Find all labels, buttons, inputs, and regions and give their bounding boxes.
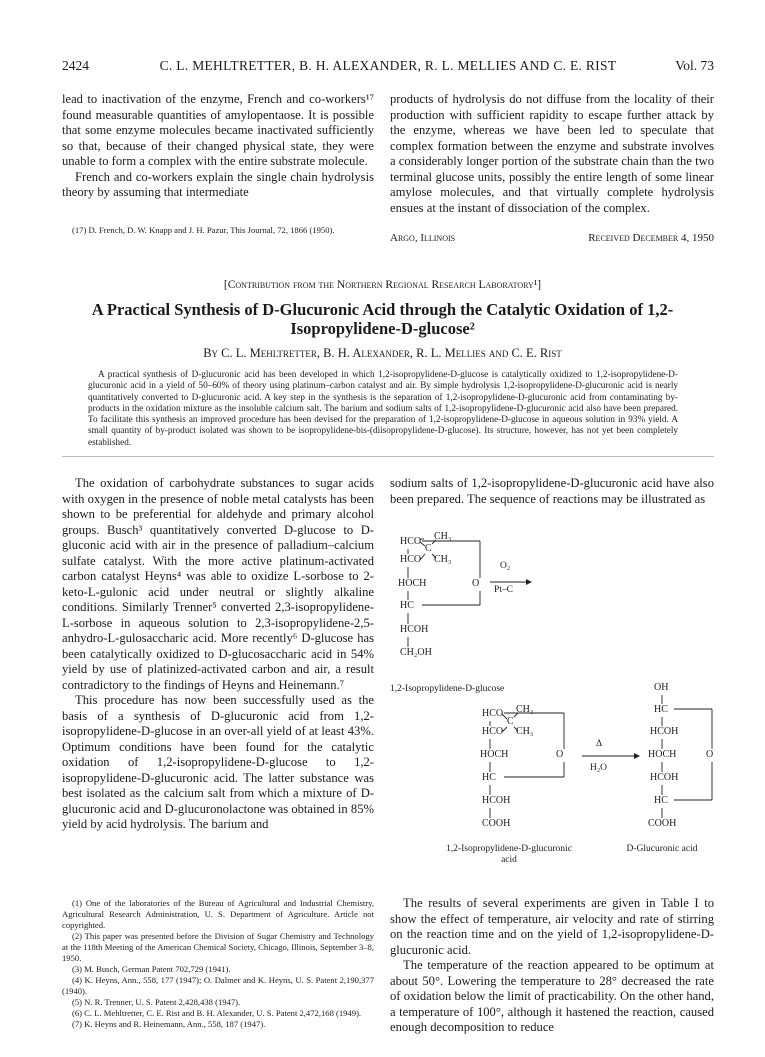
reagent: O₂ xyxy=(500,561,511,571)
atom: HC xyxy=(654,795,668,806)
prev-article-right-column xyxy=(390,92,714,216)
atom: HCOH xyxy=(650,772,679,783)
paragraph: This procedure has now been successfully used as the basis of a synthesis of D-glucuronic acid from 1,2-isopropylidene-D-glucose in an over-all yield of at least 43%. Optimum conditions have been found for the catalytic oxidation of 1,2-isopropylidene-D-glucose to 1,2-isopropylidene-D-glucuronic acid. The latter substance was best isolated as the calcium salt from which a mixture of D-glucuronic acid and D-glucuronolactone was obtained in 85% yield by acid hydrolysis. The barium and xyxy=(62,693,374,831)
footnote: (3) M. Busch, German Patent 702,729 (1941). xyxy=(72,964,231,974)
byline: By C. L. Mehltretter, B. H. Alexander, R. L. Mellies and C. E. Rist xyxy=(203,346,562,360)
atom: OH xyxy=(654,682,669,693)
atom: HC xyxy=(400,600,414,611)
reagent: Pt–C xyxy=(494,585,514,595)
scheme-2-structure xyxy=(470,682,720,840)
paragraph: The temperature of the reaction appeared to be optimum at about 50°. Lowering the temperature to 28° decreased the rate of oxidation below the limit of practicability. On the other hand, a temperature of 100°, although it hastened the reaction, caused enough decomposition to reduce xyxy=(390,958,714,1034)
atom: HCOH xyxy=(482,795,511,806)
atom: C xyxy=(507,716,514,727)
paragraph: lead to inactivation of the enzyme, French and co-workers¹⁷ found measurable quantities of amylopentaose. It is possible that some enzyme molecules became inactivated sufficiently so that, because of their changed physical state, they were unable to form a complex with the entire substrate molecule. xyxy=(62,92,374,168)
paragraph: French and co-workers explain the single chain hydrolysis theory by assuming that intermediate xyxy=(62,169,374,199)
body-right-intro xyxy=(390,476,714,507)
arrow xyxy=(392,530,532,680)
atom: CH₃ xyxy=(516,726,534,737)
body-right-column xyxy=(390,896,714,1036)
atom: HCO xyxy=(400,554,422,565)
prev-article-signature xyxy=(390,232,714,244)
footnote: (5) N. R. Trenner, U. S. Patent 2,428,438 (1947). xyxy=(72,997,241,1007)
atom: HCOH xyxy=(650,726,679,737)
divider xyxy=(62,456,714,457)
paragraph: The results of several experiments are given in Table I to show the effect of temperature, air velocity and rate of stirring on the reaction time and on the yield of 1,2-isopropylidene-D-glucuronic acid. xyxy=(390,896,714,957)
scheme-2-left-label: 1,2-Isopropylidene-D-glucuronic acid xyxy=(446,844,572,865)
reagent: H₂O xyxy=(590,763,608,773)
prev-article-left-column xyxy=(62,92,374,201)
atom: HCO xyxy=(482,708,504,719)
reagent: Δ xyxy=(596,739,603,749)
atom: HOCH xyxy=(648,749,677,760)
running-header xyxy=(62,58,714,76)
scheme-2-right-label: D-Glucuronic acid xyxy=(626,844,698,854)
footnote: (6) C. L. Mehltretter, C. E. Rist and B. H. Alexander, U. S. Patent 2,472,168 (1949). xyxy=(72,1008,362,1018)
abstract: A practical synthesis of D-glucuronic acid has been developed in which 1,2-isopropylidene-D-glucose is catalytically oxidized to 1,2-isopropylidene-D-glucuronic acid in a yield of 50–60% of theory using platinum–carbon catalyst and air. By simple hydrolysis 1,2-isopropylidene-D-glucuronic acid is nearly quantitatively converted to D-glucuronic acid. A key step in the synthesis is the separation of 1,2-isopropylidene-D-glucuronic acid from contaminating by-products in the oxidation mixture as the insoluble calcium salt. The barium and sodium salts of 1,2-isopropylidene-D-glucuronic acid also have been prepared. To facilitate this synthesis an improved procedure has been devised for the preparation of 1,2-isopropylidene-D-glucose in aqueous solution in 93% yield. A small quantity of by-product isolated was shown to be isopropylidene-bis-(diisopropylidene-D-glucose). Its structure, however, has not yet been completely established. xyxy=(88,369,678,447)
footnotes xyxy=(62,898,374,1030)
scheme-1-structure xyxy=(392,530,532,680)
footnote: (4) K. Heyns, Ann., 558, 177 (1947); O. Dalmer and K. Heyns, U. S. Patent 2,190,377 (1940). xyxy=(62,975,374,996)
atom: HCOH xyxy=(400,624,429,635)
atom: HOCH xyxy=(398,578,427,589)
paragraph: sodium salts of 1,2-isopropylidene-D-glucuronic acid have also been prepared. The sequence of reactions may be illustrated as xyxy=(390,476,714,506)
received-date: Received December 4, 1950 xyxy=(588,232,714,244)
footnote: (2) This paper was presented before the Division of Sugar Chemistry and Technology at the 118th Meeting of the American Chemical Society, Chicago, Illinois, September 3–8, 1950. xyxy=(62,931,374,963)
atom: O xyxy=(706,749,714,760)
atom: O xyxy=(472,578,480,589)
atom: HCO xyxy=(482,726,504,737)
volume-label: Vol. 73 xyxy=(675,58,714,73)
atom: CH₂OH xyxy=(400,647,432,658)
scheme-2-bonds xyxy=(470,700,720,840)
atom: HC xyxy=(482,772,496,783)
location: Argo, Illinois xyxy=(390,232,456,244)
article-title: A Practical Synthesis of D-Glucuronic Acid through the Catalytic Oxidation of 1,2-Isopropylidene-D-glucose² xyxy=(91,300,674,338)
atom: COOH xyxy=(482,818,511,829)
running-title: C. L. MEHLTRETTER, B. H. ALEXANDER, R. L. MELLIES AND C. E. RIST xyxy=(159,58,617,73)
atom: HOCH xyxy=(480,749,509,760)
paragraph: products of hydrolysis do not diffuse from the locality of their production with sufficient rapidity to escape further attack by the enzyme, whereas we have been led to speculate that complex formation between the enzyme and substrate involves a considerably longer portion of the substrate chain than the two terminal glucose units, possibly the entire length of some linear amylose molecules, and that virtually complete hydrolysis ensues at the instant of dissociation of the complex. xyxy=(390,92,714,215)
paragraph: The oxidation of carbohydrate substances to sugar acids with oxygen in the presence of noble metal catalysts has been shown to be preferential for aldehyde and primary alcohol groups. Busch³ quantitatively converted D-glucose to D-gluconic acid with air in the presence of palladium–calcium sulfate catalyst. With the more active platinum-activated carbon catalyst Heyns⁴ was able to oxidize L-sorbose to 2-keto-L-gulonic acid under neutral or slightly alkaline conditions. Similarly Trenner⁵ converted 2,3-isopropylidene-L-sorbose in aqueous solution to 2,3-isopropylidene-2,5-anhydro-L-gulosaccharic acid. More recently⁶ D-glucose has been catalytically oxidized to D-glucosaccharic acid in 54% yield by use of platinized-activated carbon and air, a result contradictory to the findings of Heyns and Heinemann.⁷ xyxy=(62,476,374,692)
page-number: 2424 xyxy=(62,58,89,73)
atom: CH₃ xyxy=(434,554,452,565)
atom: HCO xyxy=(400,536,422,547)
atom: CH₃ xyxy=(516,704,534,715)
atom: C xyxy=(425,543,432,554)
atom: COOH xyxy=(648,818,677,829)
contribution-line: [Contribution from the Northern Regional Research Laboratory¹] xyxy=(223,279,542,291)
scheme-1-label: 1,2-Isopropylidene-D-glucose xyxy=(390,684,505,694)
footnote: (1) One of the laboratories of the Bureau of Agricultural and Industrial Chemistry, Agricultural Research Administration, U. S. Department of Agriculture. Article not copyrighted. xyxy=(62,898,374,930)
atom: HC xyxy=(654,704,668,715)
atom: CH₃ xyxy=(434,531,452,542)
prev-article-footnote xyxy=(62,225,374,236)
atom: O xyxy=(556,749,564,760)
footnote: (17) D. French, D. W. Knapp and J. H. Pazur, This Journal, 72, 1866 (1950). xyxy=(72,225,335,235)
footnote: (7) K. Heyns and R. Heinemann, Ann., 558, 187 (1947). xyxy=(72,1019,266,1029)
body-left-column xyxy=(62,476,374,833)
